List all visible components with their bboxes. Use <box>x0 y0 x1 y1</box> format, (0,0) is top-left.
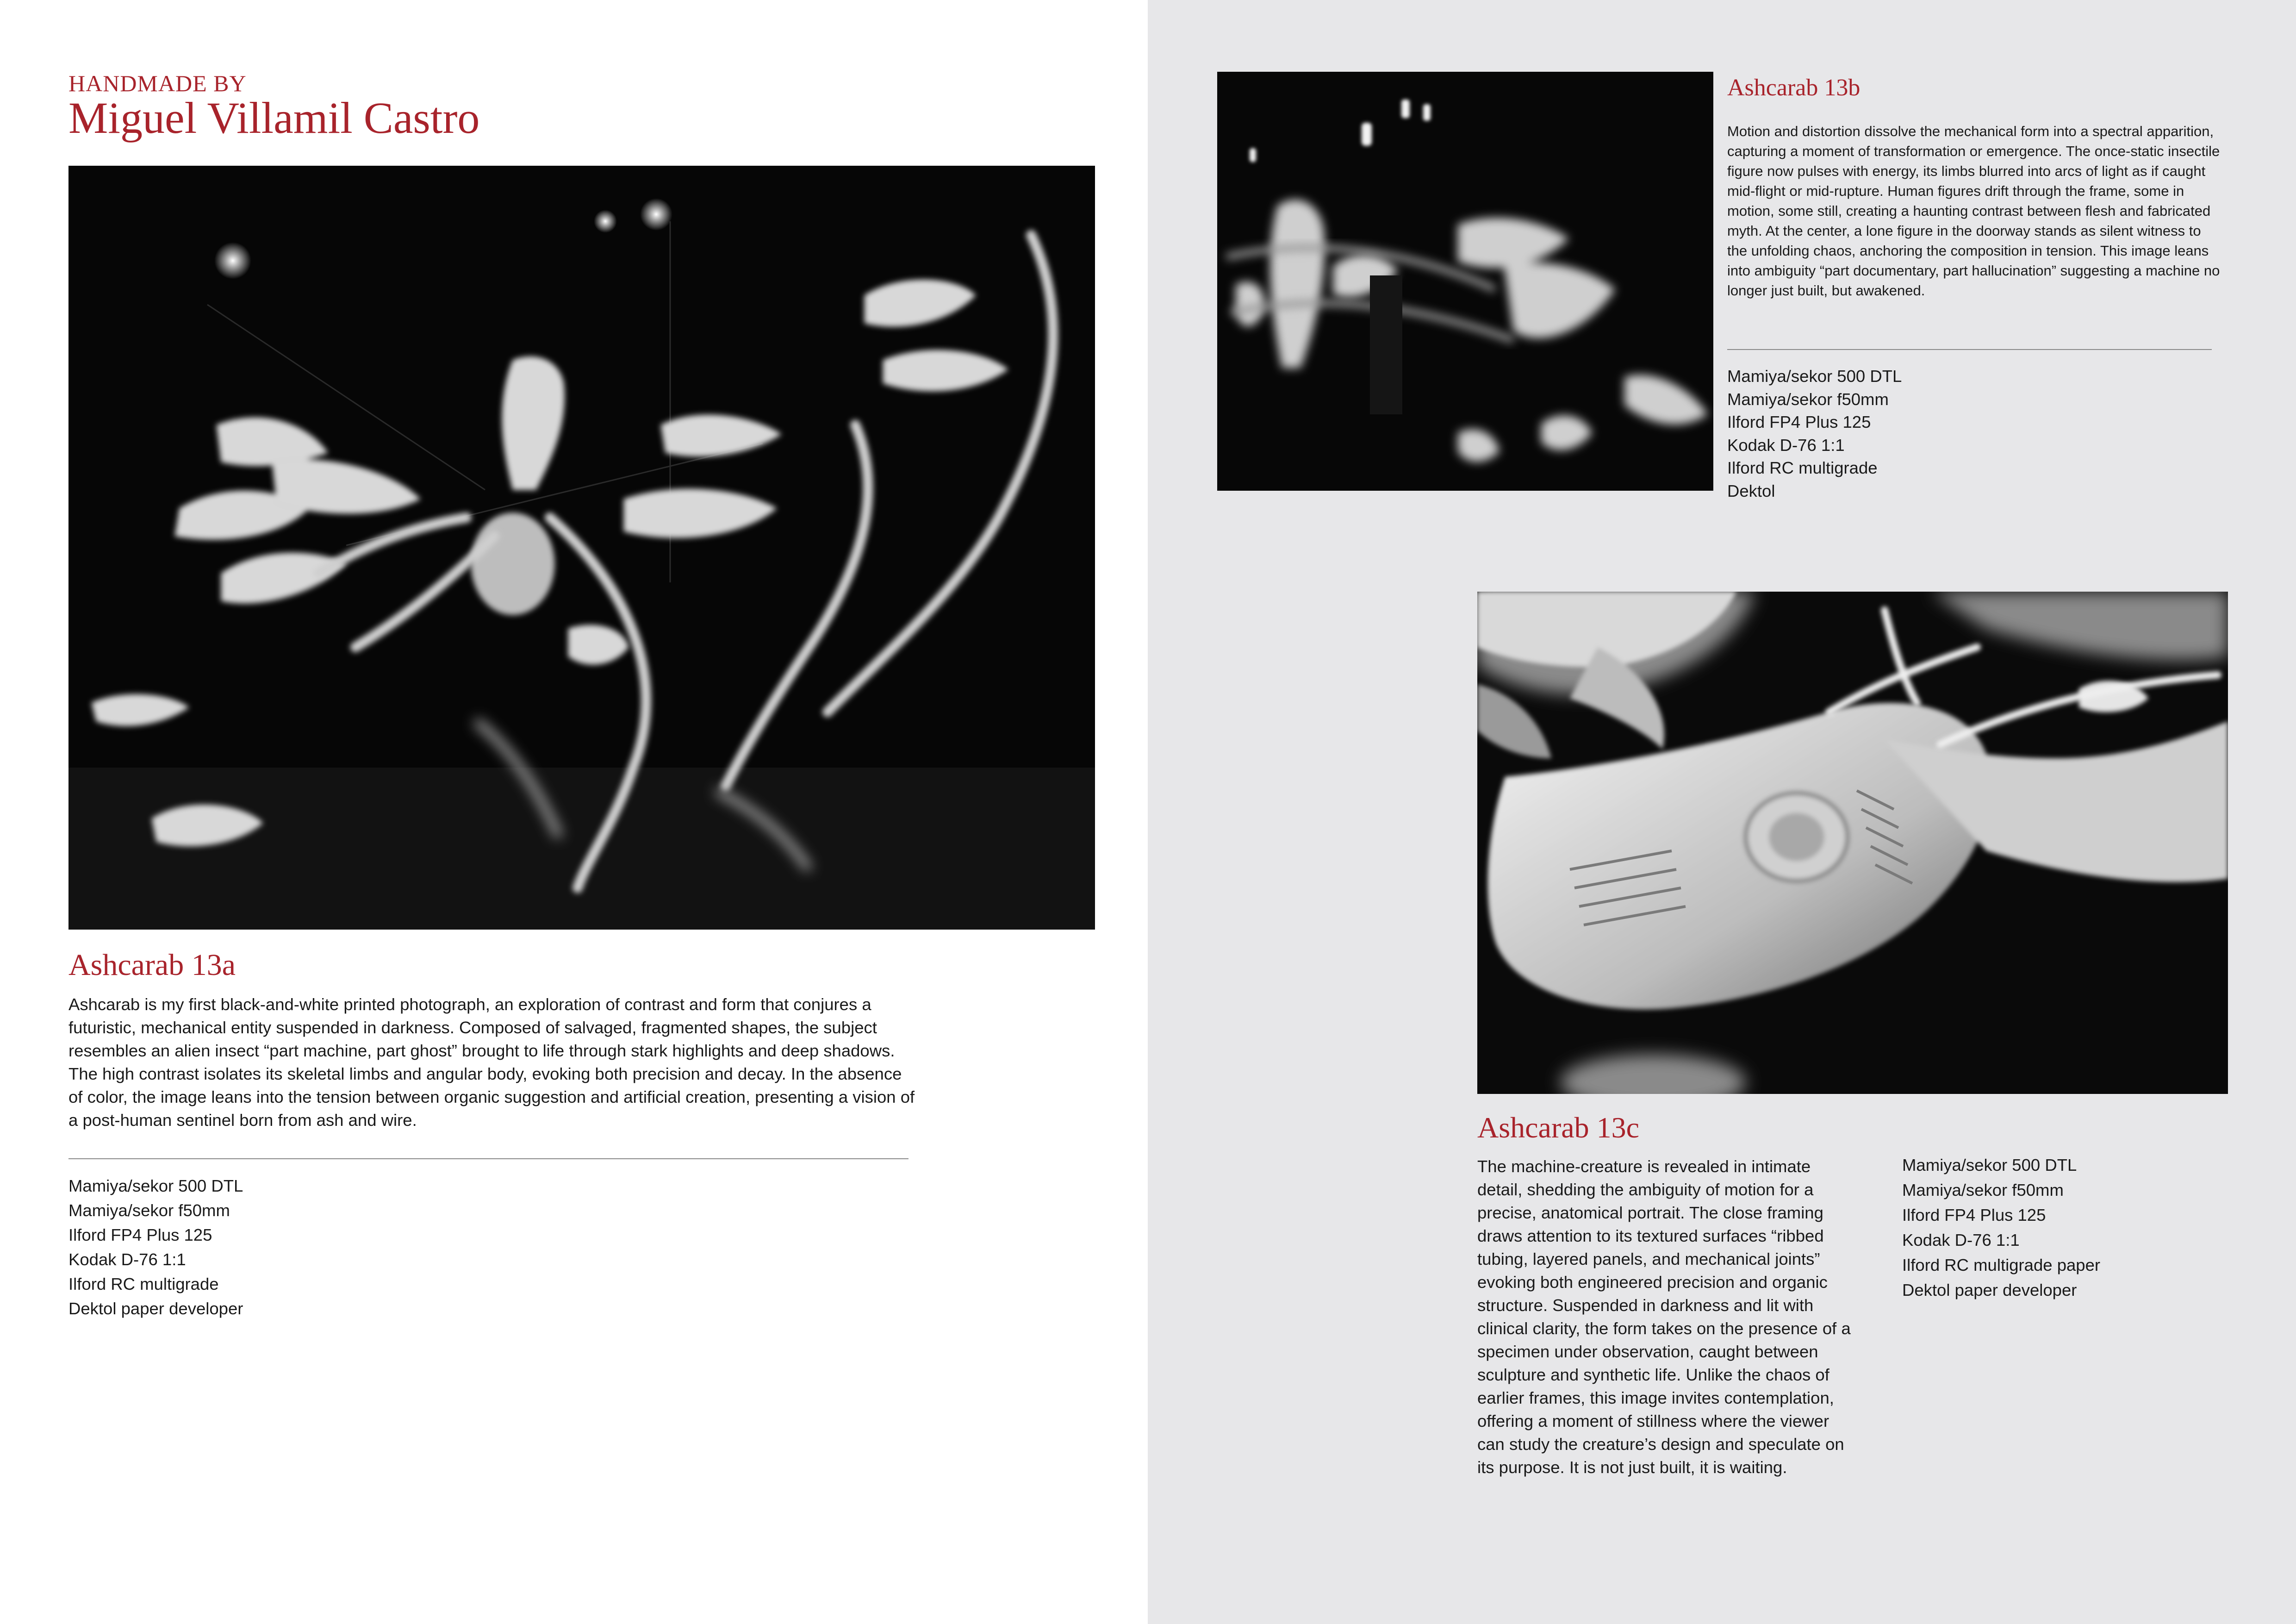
spec-item: Mamiya/sekor 500 DTL <box>68 1176 243 1195</box>
spec-item: Dektol <box>1727 481 1775 500</box>
right-page <box>1148 0 2296 1624</box>
title-ashcarab-13b: Ashcarab 13b <box>1727 75 1860 101</box>
spec-item: Kodak D-76 1:1 <box>1727 435 1845 455</box>
spec-item: Mamiya/sekor f50mm <box>68 1201 230 1220</box>
spec-item: Kodak D-76 1:1 <box>1902 1230 2020 1249</box>
spec-item: Mamiya/sekor 500 DTL <box>1902 1156 2077 1174</box>
description-ashcarab-13b: Motion and distortion dissolve the mechanical form into a spectral apparition, capturing a moment of transformation or emergence. The once-static insectile figure now pulses with energy, its limbs blurred into arcs of light as if caught mid-flight or mid-rupture. Human figures drift through the frame, some in motion, some still, creating a haunting contrast between flesh and fabricated myth. At the center, a lone figure in the doorway stands as silent witness to the unfolding chaos, anchoring the composition in tension. This image leans into ambiguity “part documentary, part hallucination” suggesting a machine no longer just built, but awakened. <box>1727 123 2220 299</box>
spec-item: Ilford RC multigrade paper <box>1902 1255 2101 1274</box>
title-ashcarab-13c: Ashcarab 13c <box>1477 1111 1640 1144</box>
description-ashcarab-13c: The machine-creature is revealed in intimate detail, shedding the ambiguity of motion for a precise, anatomical portrait. The close framing draws attention to its textured surfaces “ribbed tubing, layered panels, and mechanical joints” evoking both engineered precision and organic structure. Suspended in darkness and lit with clinical clarity, the form takes on the presence of a specimen under observation, caught between sculpture and synthetic life. Unlike the chaos of earlier frames, this image invites contemplation, offering a moment of stillness where the viewer can study the creature’s design and speculate on its purpose. It is not just built, it is waiting. <box>1477 1157 1851 1477</box>
spec-item: Ilford RC multigrade <box>68 1274 219 1293</box>
author-name: Miguel Villamil Castro <box>68 93 480 143</box>
photo-ashcarab-13a-art <box>68 166 1095 930</box>
spec-item: Ilford FP4 Plus 125 <box>1727 412 1871 431</box>
photo-ashcarab-13b <box>1217 72 1713 491</box>
divider-13a <box>68 1158 908 1159</box>
specs-13c <box>1902 1153 2100 1303</box>
header-kicker: HANDMADE BY <box>68 70 247 96</box>
doorway-figure <box>1370 275 1402 414</box>
description-ashcarab-13a: Ashcarab is my first black-and-white printed photograph, an exploration of contrast and form that conjures a futuristic, mechanical entity suspended in darkness. Composed of salvaged, fragmented shapes, the subject resembles an alien insect “part machine, part ghost” brought to life through stark highlights and deep shadows. The high contrast isolates its skeletal limbs and angular body, evoking both precision and decay. In the absence of color, the image leans into the tension between organic suggestion and artificial creation, presenting a vision of a post-human sentinel born from ash and wire. <box>68 995 915 1130</box>
specs-13a <box>68 1174 243 1321</box>
photo-ashcarab-13a <box>68 166 1095 930</box>
divider-13b <box>1727 349 2212 350</box>
spec-item: Dektol paper developer <box>68 1299 243 1318</box>
specs-13b <box>1727 365 1902 502</box>
photo-ashcarab-13c <box>1477 592 2228 1094</box>
spec-item: Mamiya/sekor 500 DTL <box>1727 367 1902 386</box>
spec-item: Mamiya/sekor f50mm <box>1727 389 1889 409</box>
spec-item: Kodak D-76 1:1 <box>68 1250 186 1269</box>
spec-item: Ilford FP4 Plus 125 <box>68 1225 212 1244</box>
photo-ashcarab-13c-art <box>1477 592 2228 1094</box>
title-ashcarab-13a: Ashcarab 13a <box>68 948 236 982</box>
photo-ashcarab-13b-art <box>1217 72 1713 491</box>
spec-item: Ilford RC multigrade <box>1727 458 1878 477</box>
spec-item: Mamiya/sekor f50mm <box>1902 1181 2064 1199</box>
spec-item: Dektol paper developer <box>1902 1280 2077 1299</box>
spec-item: Ilford FP4 Plus 125 <box>1902 1206 2046 1224</box>
